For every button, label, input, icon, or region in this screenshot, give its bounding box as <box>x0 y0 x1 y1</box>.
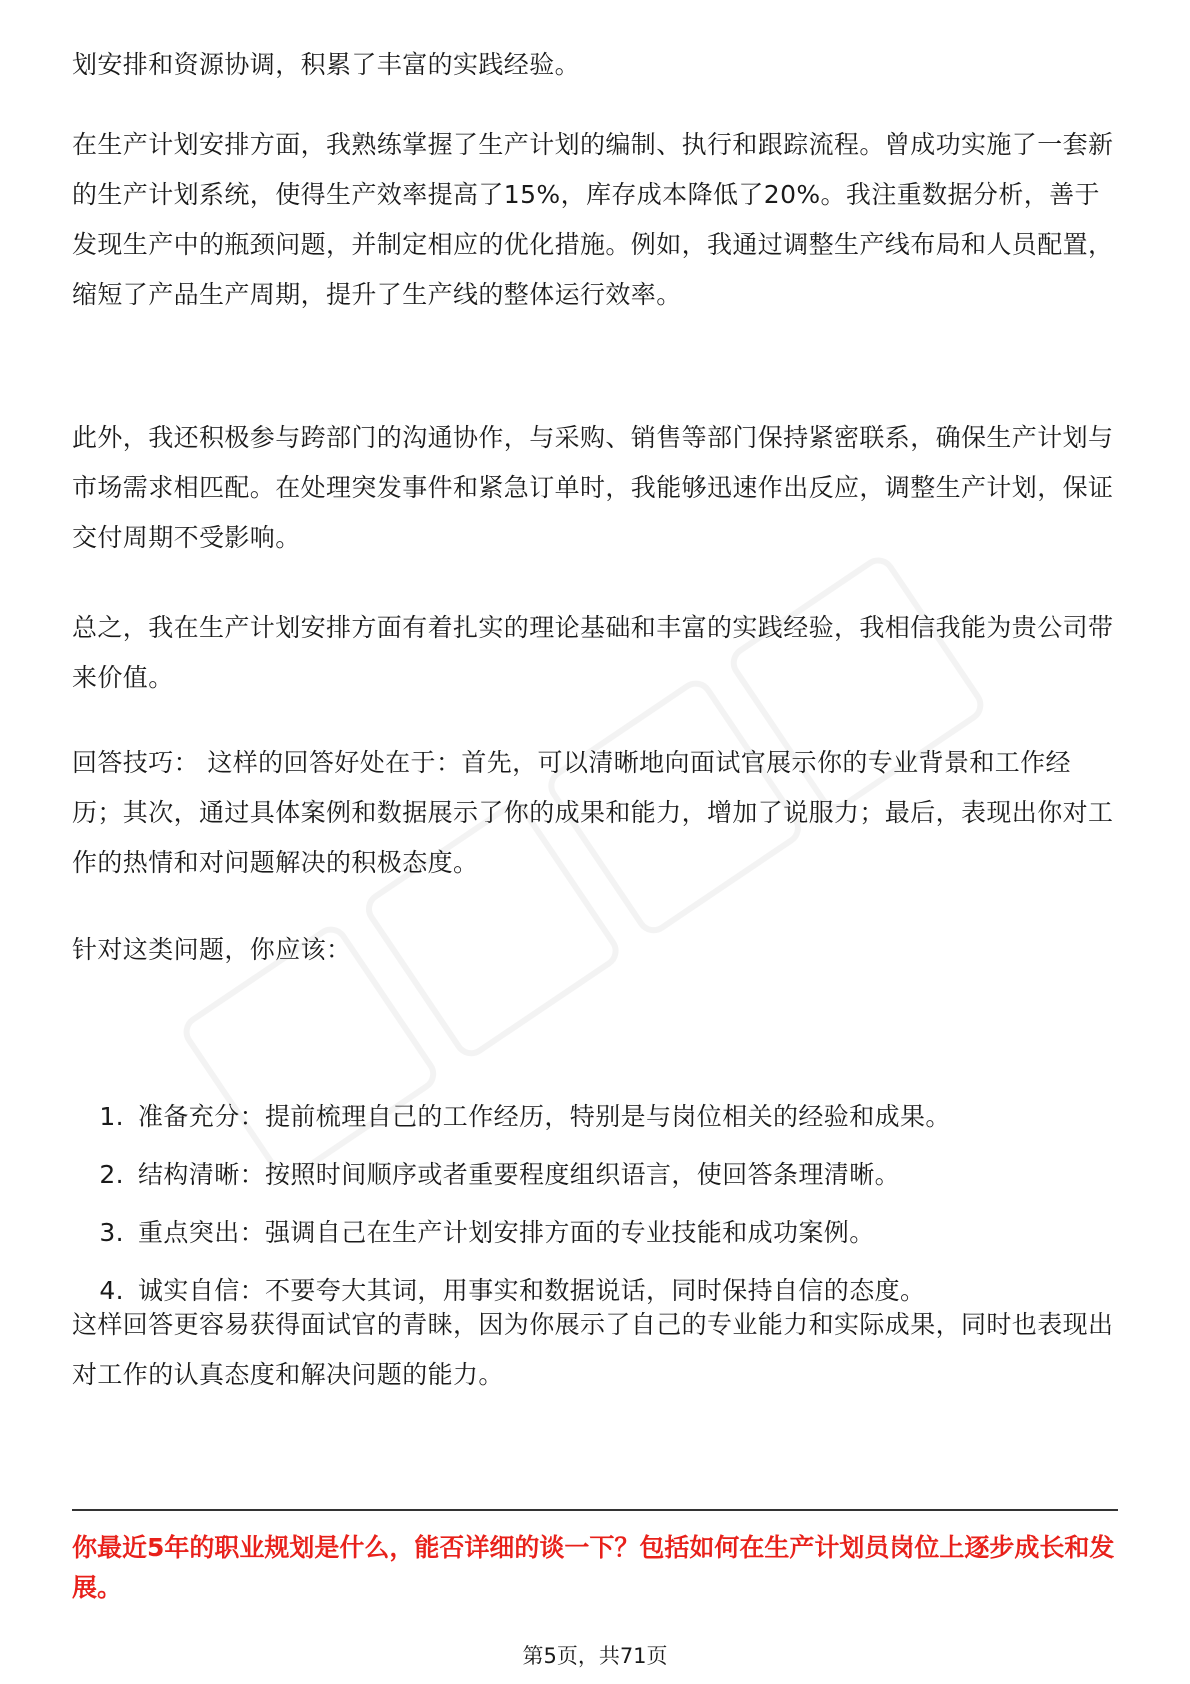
list-item <box>72 1146 1118 1204</box>
paragraph-planning-experience: 在生产计划安排方面，我熟练掌握了生产计划的编制、执行和跟踪流程。曾成功实施了一套新的生产计划系统，使得生产效率提高了15%，库存成本降低了20%。我注重数据分析，善于发现生产中的瓶颈问题，并制定相应的优化措施。例如，我通过调整生产线布局和人员配置，缩短了产品生产周期，提升了生产线的整体运行效率。 <box>72 130 1114 309</box>
list-item-number: 3. <box>99 1218 124 1247</box>
paragraph-summary: 总之，我在生产计划安排方面有着扎实的理论基础和丰富的实践经验，我相信我能为贵公司带来价值。 <box>72 613 1114 692</box>
paragraph-answer-tips: 回答技巧： 这样的回答好处在于：首先，可以清晰地向面试官展示你的专业背景和工作经历；其次，通过具体案例和数据展示了你的成果和能力，增加了说服力；最后，表现出你对工作的热情和对问题解决的积极态度。 <box>72 748 1114 877</box>
advice-list <box>72 1088 1118 1320</box>
section-divider <box>72 1509 1118 1511</box>
document-page <box>72 0 1118 1684</box>
page-footer: 第5页，共71页 <box>522 1644 668 1668</box>
list-item-text: 准备充分：提前梳理自己的工作经历，特别是与岗位相关的经验和成果。 <box>138 1102 951 1131</box>
list-item-number: 2. <box>99 1160 124 1189</box>
list-item-number: 1. <box>99 1102 124 1131</box>
list-item-text: 结构清晰：按照时间顺序或者重要程度组织语言，使回答条理清晰。 <box>138 1160 901 1189</box>
paragraph-intro-continuation: 划安排和资源协调，积累了丰富的实践经验。 <box>72 50 581 79</box>
next-question-heading: 你最近5年的职业规划是什么，能否详细的谈一下？包括如何在生产计划员岗位上逐步成长和发展。 <box>72 1533 1115 1602</box>
list-item-text: 诚实自信：不要夸大其词，用事实和数据说话，同时保持自信的态度。 <box>138 1276 926 1305</box>
list-item <box>72 1204 1118 1262</box>
paragraph-conclusion: 这样回答更容易获得面试官的青睐，因为你展示了自己的专业能力和实际成果，同时也表现出对工作的认真态度和解决问题的能力。 <box>72 1310 1114 1389</box>
paragraph-cross-department: 此外，我还积极参与跨部门的沟通协作，与采购、销售等部门保持紧密联系，确保生产计划与市场需求相匹配。在处理突发事件和紧急订单时，我能够迅速作出反应，调整生产计划，保证交付周期不受影响。 <box>72 423 1114 552</box>
list-item <box>72 1088 1118 1146</box>
list-item-number: 4. <box>99 1276 124 1305</box>
list-item-text: 重点突出：强调自己在生产计划安排方面的专业技能和成功案例。 <box>138 1218 875 1247</box>
paragraph-advice-intro: 针对这类问题，你应该： <box>72 935 352 964</box>
